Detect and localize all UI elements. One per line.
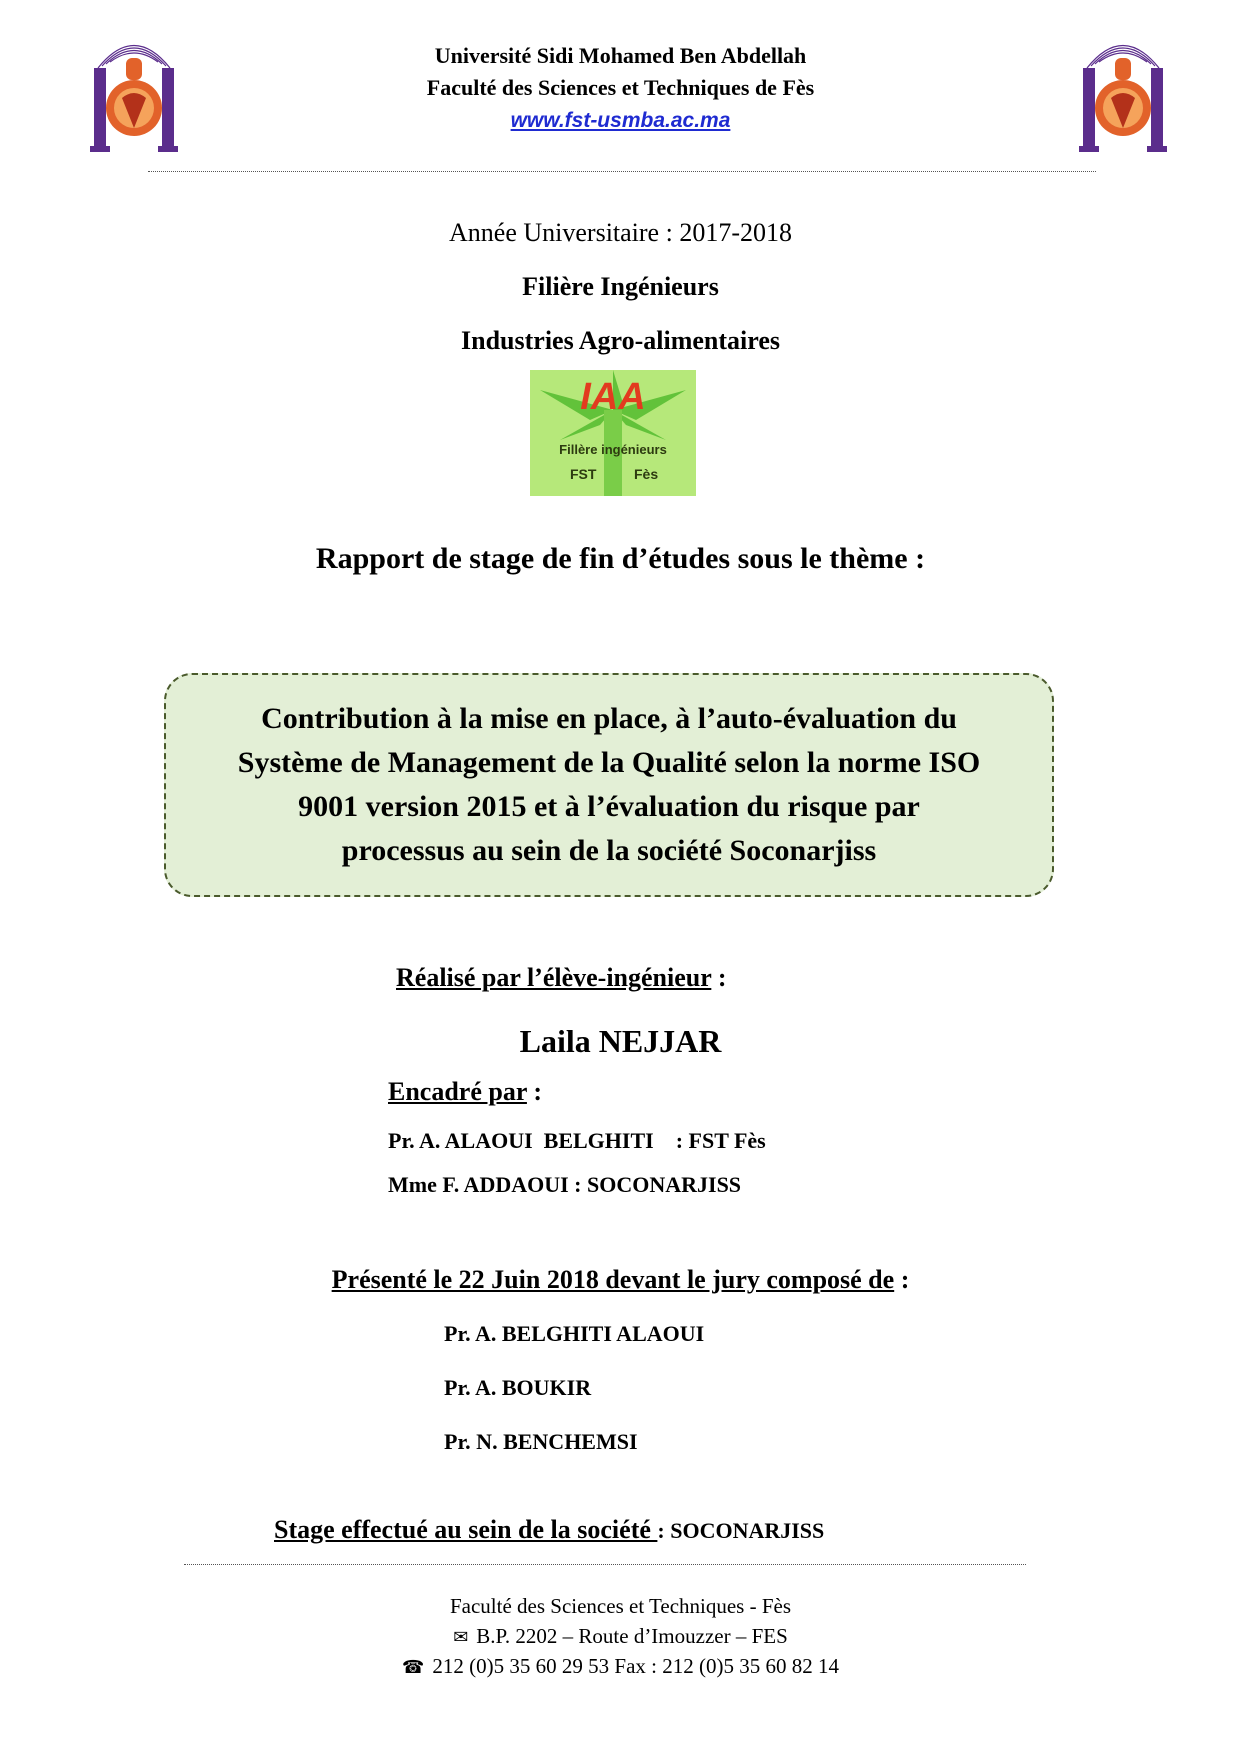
supervisors-label: Encadré par [388,1077,527,1106]
iaa-subtitle: Fillère ingénieurs [559,442,667,457]
footer-address-row [0,1624,1241,1649]
website-link[interactable]: www.fst-usmba.ac.ma [510,109,731,132]
telephone-icon: ☎ [402,1657,425,1678]
jury-label: Présenté le 22 Juin 2018 devant le jury composé de [331,1265,895,1294]
academic-year: Année Universitaire : 2017-2018 [449,218,792,247]
student-name: Laila NEJJAR [519,1023,722,1059]
university-name: Université Sidi Mohamed Ben Abdellah [434,43,807,68]
header-divider [148,171,1096,172]
theme-box [164,673,1054,897]
letterhead [300,40,941,137]
university-emblem-icon [1077,28,1169,158]
supervisor-item: Pr. A. ALAOUI BELGHITI : FST Fès [388,1128,766,1153]
theme-line: 9001 version 2015 et à l’évaluation du risque par [298,790,920,823]
iaa-logo [530,370,696,496]
theme-line: Contribution à la mise en place, à l’auto-évaluation du [261,702,957,735]
jury-label-suffix: : [894,1265,910,1294]
mailbox-icon: ✉ [453,1627,469,1648]
internship-label: Stage effectué au sein de la société [274,1515,658,1544]
footer-faculty: Faculté des Sciences et Techniques - Fès [449,1594,792,1618]
iaa-right-label: Fès [634,466,659,482]
faculty-name: Faculté des Sciences et Techniques de Fès [426,75,815,100]
program-line-2: Industries Agro-alimentaires [461,326,780,355]
footer-address: B.P. 2202 – Route d’Imouzzer – FES [476,1624,788,1648]
internship-company: : SOCONARJISS [657,1518,825,1543]
jury-member: Pr. A. BOUKIR [444,1375,592,1400]
theme-line: processus au sein de la société Soconarjiss [341,834,877,867]
theme-line: Système de Management de la Qualité selon la norme ISO [237,746,981,779]
student-label-row [396,963,727,993]
student-label: Réalisé par l’élève-ingénieur [396,963,712,992]
jury-label-row [0,1265,1241,1295]
iaa-left-label: FST [570,466,597,482]
student-label-suffix: : [711,963,727,992]
footer-phone-row [0,1654,1241,1679]
supervisors-label-suffix: : [526,1077,543,1106]
jury-member: Pr. A. BELGHITI ALAOUI [444,1321,705,1346]
program-line-1: Filière Ingénieurs [522,272,719,301]
internship-row [274,1515,824,1545]
supervisors-label-row [388,1077,542,1107]
report-heading: Rapport de stage de fin d’études sous le thème : [315,542,926,575]
jury-member: Pr. N. BENCHEMSI [444,1429,638,1454]
footer-divider [184,1564,1026,1565]
theme-title [179,697,1039,873]
supervisor-item: Mme F. ADDAOUI : SOCONARJISS [388,1172,742,1197]
footer-phone: 212 (0)5 35 60 29 53 Fax : 212 (0)5 35 60 82 14 [432,1654,839,1678]
iaa-title: IAA [580,376,646,418]
university-emblem-icon [88,28,180,158]
